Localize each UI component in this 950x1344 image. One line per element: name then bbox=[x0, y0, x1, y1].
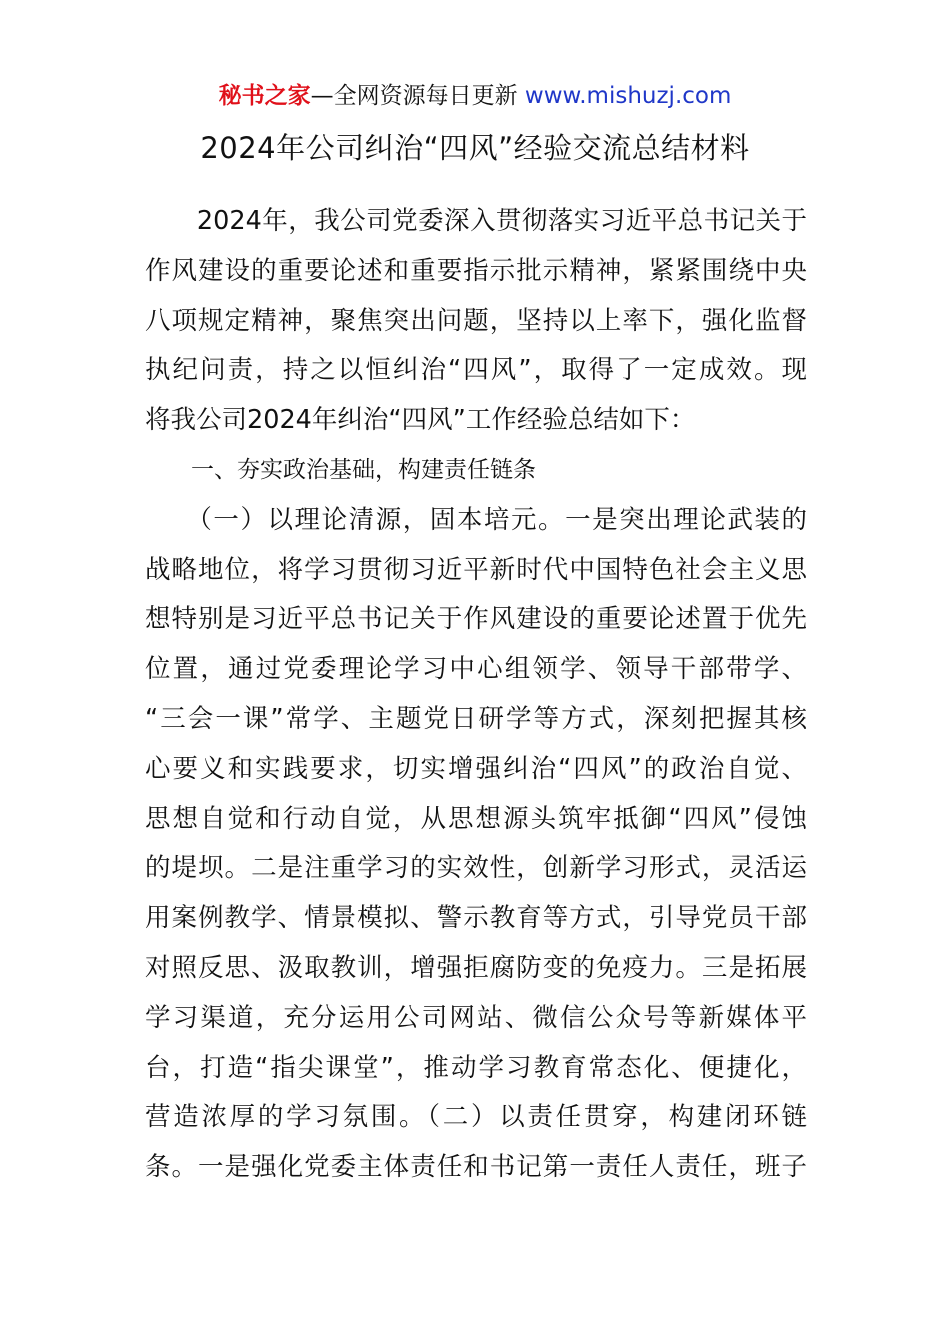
brand-name: 秘书之家 bbox=[218, 83, 311, 109]
body-line: （一）以理论清源，固本培元。一是突出理论武装的 bbox=[145, 504, 807, 535]
body-line: 想特别是习近平总书记关于作风建设的重要论述置于优先 bbox=[145, 604, 807, 635]
body-line: 用案例教学、情景模拟、警示教育等方式，引导党员干部 bbox=[145, 903, 807, 934]
body-line: 2024年，我公司党委深入贯彻落实习近平总书记关于 bbox=[145, 206, 807, 236]
body-line: “三会一课”常学、主题党日研学等方式，深刻把握其核 bbox=[145, 703, 807, 734]
document-title: 2024年公司纠治“四风”经验交流总结材料 bbox=[200, 131, 750, 165]
body-line: 战略地位，将学习贯彻习近平新时代中国特色社会主义思 bbox=[145, 554, 807, 585]
body-line: 对照反思、汲取教训，增强拒腐防变的免疫力。三是拓展 bbox=[145, 952, 807, 983]
section-heading: 一、夯实政治基础，构建责任链条 bbox=[145, 456, 536, 483]
site-url-link[interactable]: www.mishuzj.com bbox=[524, 83, 732, 109]
body-line: 思想自觉和行动自觉，从思想源头筑牢抵御“四风”侵蚀 bbox=[145, 803, 807, 834]
body-line: 营造浓厚的学习氛围。（二）以责任贯穿，构建闭环链 bbox=[145, 1102, 807, 1133]
document-body bbox=[145, 197, 807, 1193]
body-line: 条。一是强化党委主体责任和书记第一责任人责任，班子 bbox=[145, 1152, 807, 1183]
body-line: 学习渠道，充分运用公司网站、微信公众号等新媒体平 bbox=[145, 1002, 807, 1033]
body-line: 执纪问责，持之以恒纠治“四风”，取得了一定成效。现 bbox=[145, 355, 807, 386]
body-line: 心要义和实践要求，切实增强纠治“四风”的政治自觉、 bbox=[145, 753, 807, 784]
body-line: 的堤坝。二是注重学习的实效性，创新学习形式，灵活运 bbox=[145, 853, 807, 884]
site-slogan: —全网资源每日更新 bbox=[310, 83, 518, 109]
site-header bbox=[0, 80, 950, 112]
body-line: 台，打造“指尖课堂”，推动学习教育常态化、便捷化， bbox=[145, 1052, 807, 1083]
body-line: 作风建设的重要论述和重要指示批示精神，紧紧围绕中央 bbox=[145, 255, 807, 286]
body-line: 将我公司2024年纠治“四风”工作经验总结如下： bbox=[145, 405, 696, 436]
body-line: 位置，通过党委理论学习中心组领学、领导干部带学、 bbox=[145, 654, 807, 685]
body-line: 八项规定精神，聚焦突出问题，坚持以上率下，强化监督 bbox=[145, 305, 807, 336]
